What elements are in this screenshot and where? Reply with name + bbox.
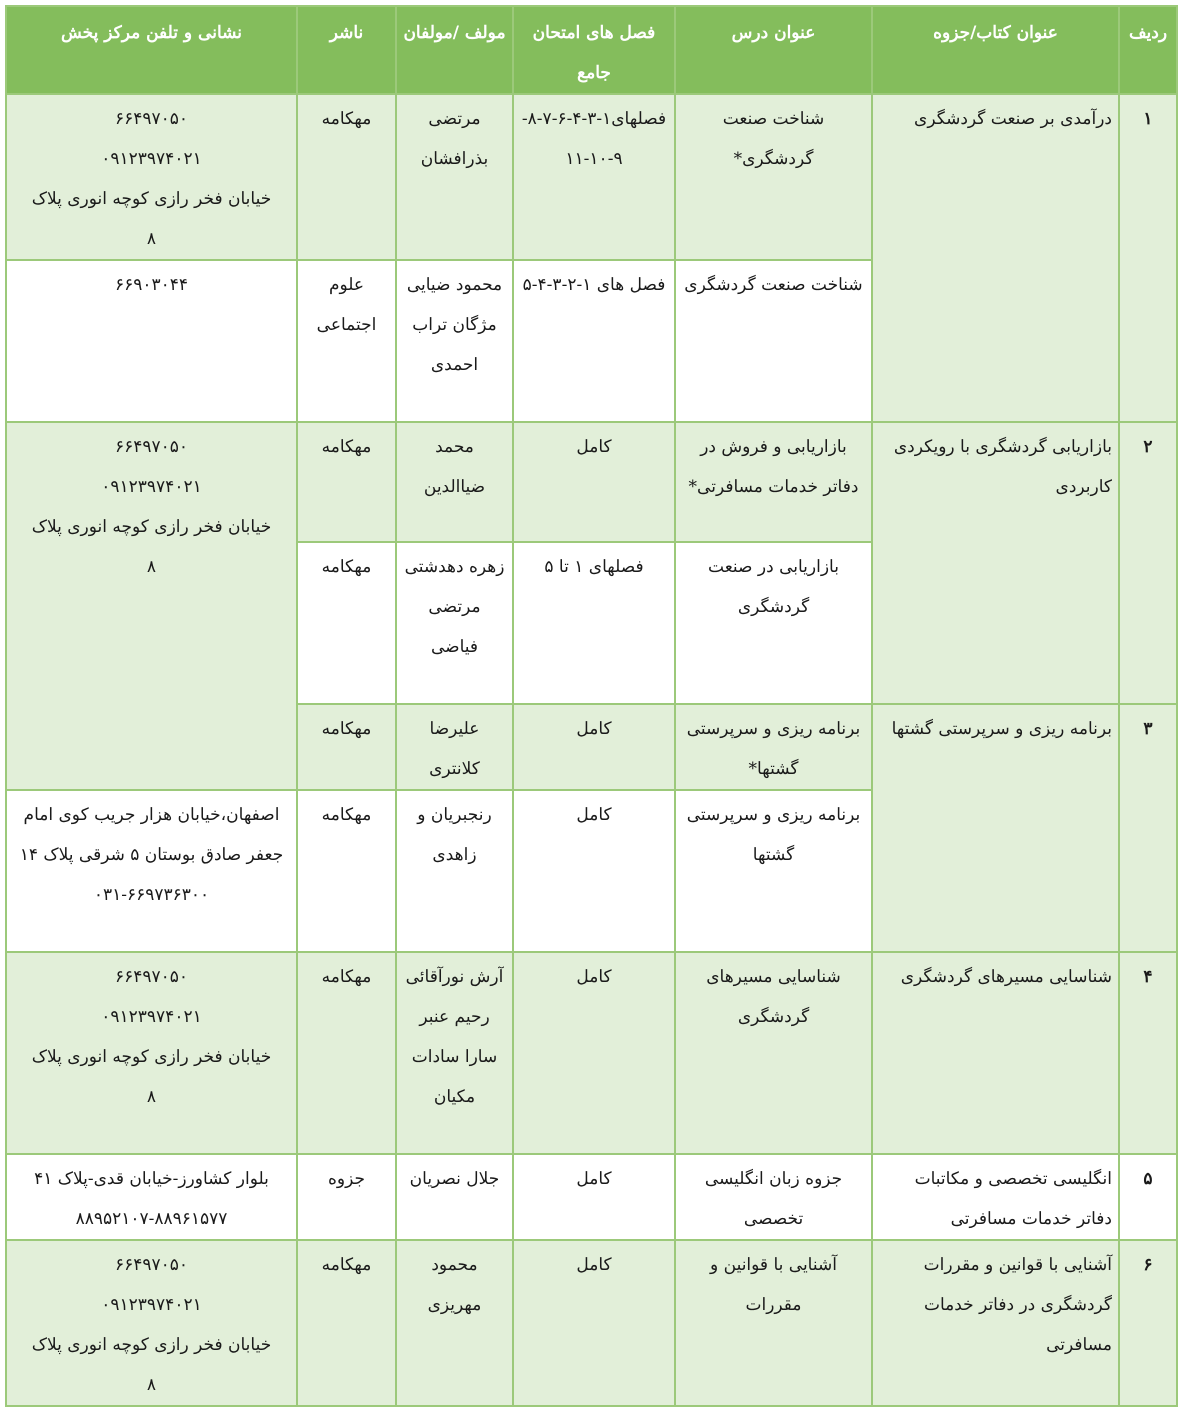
exam-chapters: کامل	[514, 953, 674, 1153]
course-title: بازاریابی در صنعت گردشگری	[676, 543, 871, 703]
row-number: ۴	[1120, 953, 1176, 1153]
table-row	[7, 953, 1176, 1153]
header-author: مولف /مولفان	[397, 7, 512, 93]
address-phone: ۰۳۱-۶۶۹۷۳۶۳۰۰	[93, 885, 210, 905]
row-number: ۲	[1120, 423, 1176, 703]
table-row	[7, 1155, 1176, 1239]
address-mobile: ۰۹۱۲۳۹۷۴۰۲۱	[101, 477, 202, 497]
distribution-address	[7, 1241, 296, 1405]
address-street: خیابان فخر رازی کوچه انوری پلاک	[31, 1335, 272, 1355]
publisher: مهکامه	[298, 543, 395, 703]
publisher: مهکامه	[298, 423, 395, 541]
distribution-address	[7, 1155, 296, 1239]
course-title: شناسایی مسیرهای گردشگری	[676, 953, 871, 1153]
address-phone: ۶۶۴۹۷۰۵۰	[114, 967, 189, 987]
distribution-address	[7, 953, 296, 1153]
course-title: برنامه ریزی و سرپرستی گشتها*	[676, 705, 871, 789]
address-phone: ۶۶۴۹۷۰۵۰	[114, 109, 189, 129]
row-number: ۳	[1120, 705, 1176, 951]
course-title: آشنایی با قوانین و مقررات	[676, 1241, 871, 1405]
distribution-address	[7, 423, 296, 789]
exam-chapters: فصلهای ۱ تا ۵	[514, 543, 674, 703]
exam-chapters: فصل های ۱-۲-۳-۴-۵	[514, 261, 674, 421]
exam-chapters: کامل	[514, 1155, 674, 1239]
course-title: بازاریابی و فروش در دفاتر خدمات مسافرتی*	[676, 423, 871, 541]
author: آرش نورآقائی رحیم عنبر سارا سادات مکیان	[397, 953, 512, 1153]
row-number: ۵	[1120, 1155, 1176, 1239]
table-row	[7, 423, 1176, 541]
book-title: برنامه ریزی و سرپرستی گشتها	[873, 705, 1118, 951]
course-title: برنامه ریزی و سرپرستی گشتها	[676, 791, 871, 951]
address-plate: ۸	[146, 557, 157, 577]
header-book-title: عنوان کتاب/جزوه	[873, 7, 1118, 93]
exam-chapters: کامل	[514, 705, 674, 789]
publisher: مهکامه	[298, 1241, 395, 1405]
header-distribution-address: نشانی و تلفن مرکز پخش	[7, 7, 296, 93]
author: رنجبریان و زاهدی	[397, 791, 512, 951]
row-number: ۱	[1120, 95, 1176, 421]
book-title: آشنایی با قوانین و مقررات گردشگری در دفاتر خدمات مسافرتی	[873, 1241, 1118, 1405]
book-title: انگلیسی تخصصی و مکاتبات دفاتر خدمات مسافرتی	[873, 1155, 1118, 1239]
author: محمود مهریزی	[397, 1241, 512, 1405]
publisher: مهکامه	[298, 705, 395, 789]
table-row	[7, 95, 1176, 259]
address-phone: ۶۶۴۹۷۰۵۰	[114, 1255, 189, 1275]
address-plate: ۸	[146, 1087, 157, 1107]
distribution-address	[7, 261, 296, 421]
distribution-address	[7, 95, 296, 259]
header-row-number: ردیف	[1120, 7, 1176, 93]
address-phone: ۶۶۴۹۷۰۵۰	[114, 437, 189, 457]
book-title: بازاریابی گردشگری با رویکردی کاربردی	[873, 423, 1118, 703]
address-phone: ۸۸۹۵۲۱۰۷-۸۸۹۶۱۵۷۷	[75, 1209, 228, 1229]
address-street: خیابان فخر رازی کوچه انوری پلاک	[31, 517, 272, 537]
header-exam-chapters: فصل های امتحان جامع	[514, 7, 674, 93]
address-plate: ۸	[146, 229, 157, 249]
author: علیرضا کلانتری	[397, 705, 512, 789]
publisher: مهکامه	[298, 95, 395, 259]
address-street: اصفهان،خیابان هزار جریب کوی امام جعفر صادق بوستان ۵ شرقی پلاک ۱۴	[19, 805, 284, 865]
header-course-title: عنوان درس	[676, 7, 871, 93]
address-street: بلوار کشاورز-خیابان قدی-پلاک ۴۱	[34, 1169, 269, 1189]
course-title: شناخت صنعت گردشگری	[676, 261, 871, 421]
exam-chapters: کامل	[514, 1241, 674, 1405]
row-number: ۶	[1120, 1241, 1176, 1405]
exam-chapters: کامل	[514, 423, 674, 541]
address-street: خیابان فخر رازی کوچه انوری پلاک	[31, 189, 272, 209]
book-title: درآمدی بر صنعت گردشگری	[873, 95, 1118, 421]
author: جلال نصریان	[397, 1155, 512, 1239]
header-row	[7, 7, 1176, 93]
author: محمد ضیاالدین	[397, 423, 512, 541]
address-phone: ۶۶۹۰۳۰۴۴	[114, 275, 189, 295]
course-title: جزوه زبان انگلیسی تخصصی	[676, 1155, 871, 1239]
distribution-address	[7, 791, 296, 951]
publisher: مهکامه	[298, 791, 395, 951]
publisher: علوم اجتماعی	[298, 261, 395, 421]
address-mobile: ۰۹۱۲۳۹۷۴۰۲۱	[101, 1295, 202, 1315]
address-street: خیابان فخر رازی کوچه انوری پلاک	[31, 1047, 272, 1067]
books-table	[5, 5, 1178, 1407]
table-row	[7, 1241, 1176, 1405]
exam-chapters: فصلهای۱-۳-۴-۶-۷-۸-۹-۱۰-۱۱	[514, 95, 674, 259]
author: زهره دهدشتی مرتضی فیاضی	[397, 543, 512, 703]
address-mobile: ۰۹۱۲۳۹۷۴۰۲۱	[101, 1007, 202, 1027]
publisher: مهکامه	[298, 953, 395, 1153]
course-title: شناخت صنعت گردشگری*	[676, 95, 871, 259]
address-mobile: ۰۹۱۲۳۹۷۴۰۲۱	[101, 149, 202, 169]
book-title: شناسایی مسیرهای گردشگری	[873, 953, 1118, 1153]
author: مرتضی بذرافشان	[397, 95, 512, 259]
author: محمود ضیایی مژگان تراب احمدی	[397, 261, 512, 421]
header-publisher: ناشر	[298, 7, 395, 93]
publisher: جزوه	[298, 1155, 395, 1239]
exam-chapters: کامل	[514, 791, 674, 951]
address-plate: ۸	[146, 1375, 157, 1395]
